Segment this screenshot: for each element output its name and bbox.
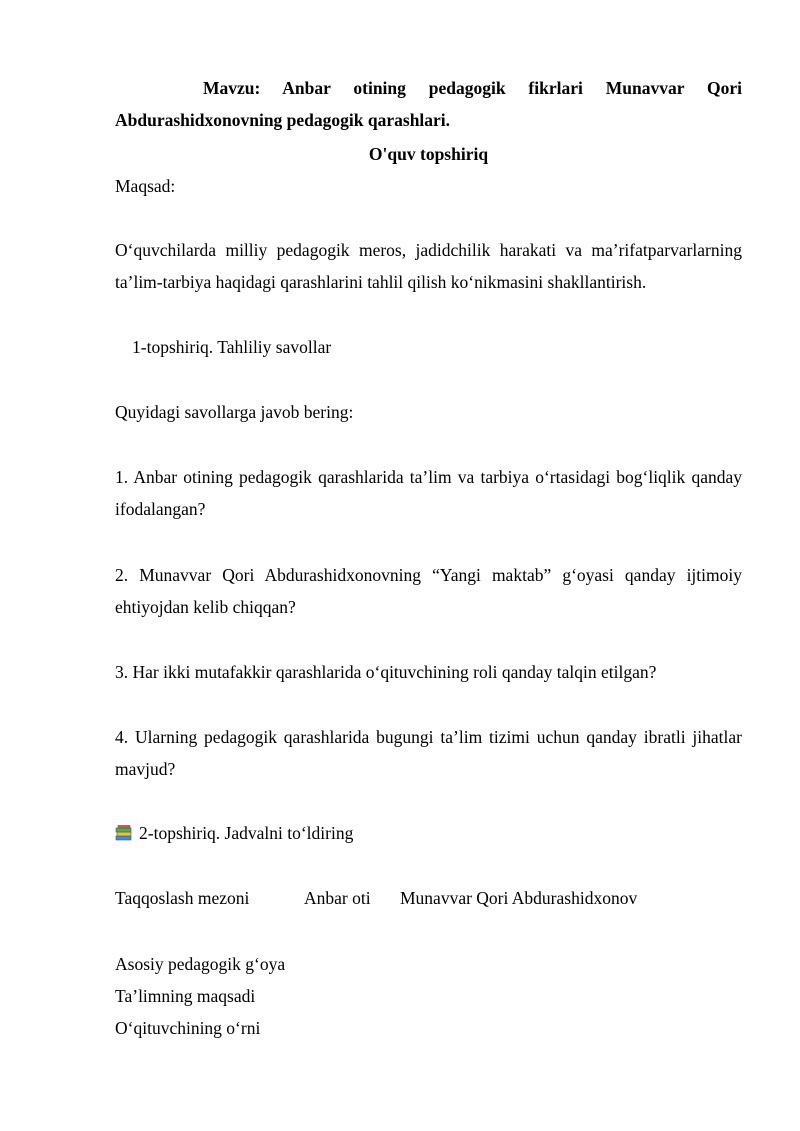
task1-instruction: Quyidagi savollarga javob bering: (115, 402, 354, 422)
topic-heading (115, 72, 742, 136)
table-row-label: Asosiy pedagogik g‘oya (115, 954, 286, 974)
table-row (115, 980, 742, 1012)
table-header-munavvar-qori: Munavvar Qori Abdurashidxonov (400, 888, 638, 908)
subtitle: O'quv topshiriq (368, 144, 489, 164)
table-row (115, 1012, 742, 1044)
task2-title-text: 2-topshiriq. Jadvalni to‘ldiring (139, 823, 354, 843)
books-icon (115, 825, 133, 841)
table-header-anbar-oti: Anbar oti (304, 888, 371, 908)
table-header-criterion: Taqqoslash mezoni (115, 888, 250, 908)
table-row-label: O‘qituvchining o‘rni (115, 1018, 261, 1038)
question-2: 2. Munavvar Qori Abdurashidxonovning “Yangi maktab” g‘oyasi qanday ijtimoiy ehtiyojdan kelib chiqqan? (115, 565, 742, 617)
table-header-row (115, 882, 742, 914)
question-1: 1. Anbar otining pedagogik qarashlarida ta’lim va tarbiya o‘rtasidagi bog‘liqlik qanday ifodalangan? (115, 467, 742, 519)
task2-title (115, 817, 742, 849)
goal-text: O‘quvchilarda milliy pedagogik meros, jadidchilik harakati va ma’rifatparvarlarning ta’lim-tarbiya haqidagi qarashlarini tahlil qilish ko‘nikmasini shakllantirish. (115, 240, 742, 292)
table-row-label: Ta’limning maqsadi (115, 986, 256, 1006)
goal-label: Maqsad: (115, 176, 176, 196)
question-3: 3. Har ikki mutafakkir qarashlarida o‘qituvchining roli qanday talqin etilgan? (115, 662, 657, 682)
table-row (115, 948, 742, 980)
topic-heading-line1: Mavzu: Anbar otining pedagogik fikrlari Munavvar Qori (203, 78, 742, 98)
topic-heading-line2: Abdurashidxonovning pedagogik qarashlari. (115, 110, 451, 130)
task1-title: 1-topshiriq. Tahliliy savollar (132, 337, 332, 357)
question-4: 4. Ularning pedagogik qarashlarida bugungi ta’lim tizimi uchun qanday ibratli jihatlar mavjud? (115, 727, 742, 779)
